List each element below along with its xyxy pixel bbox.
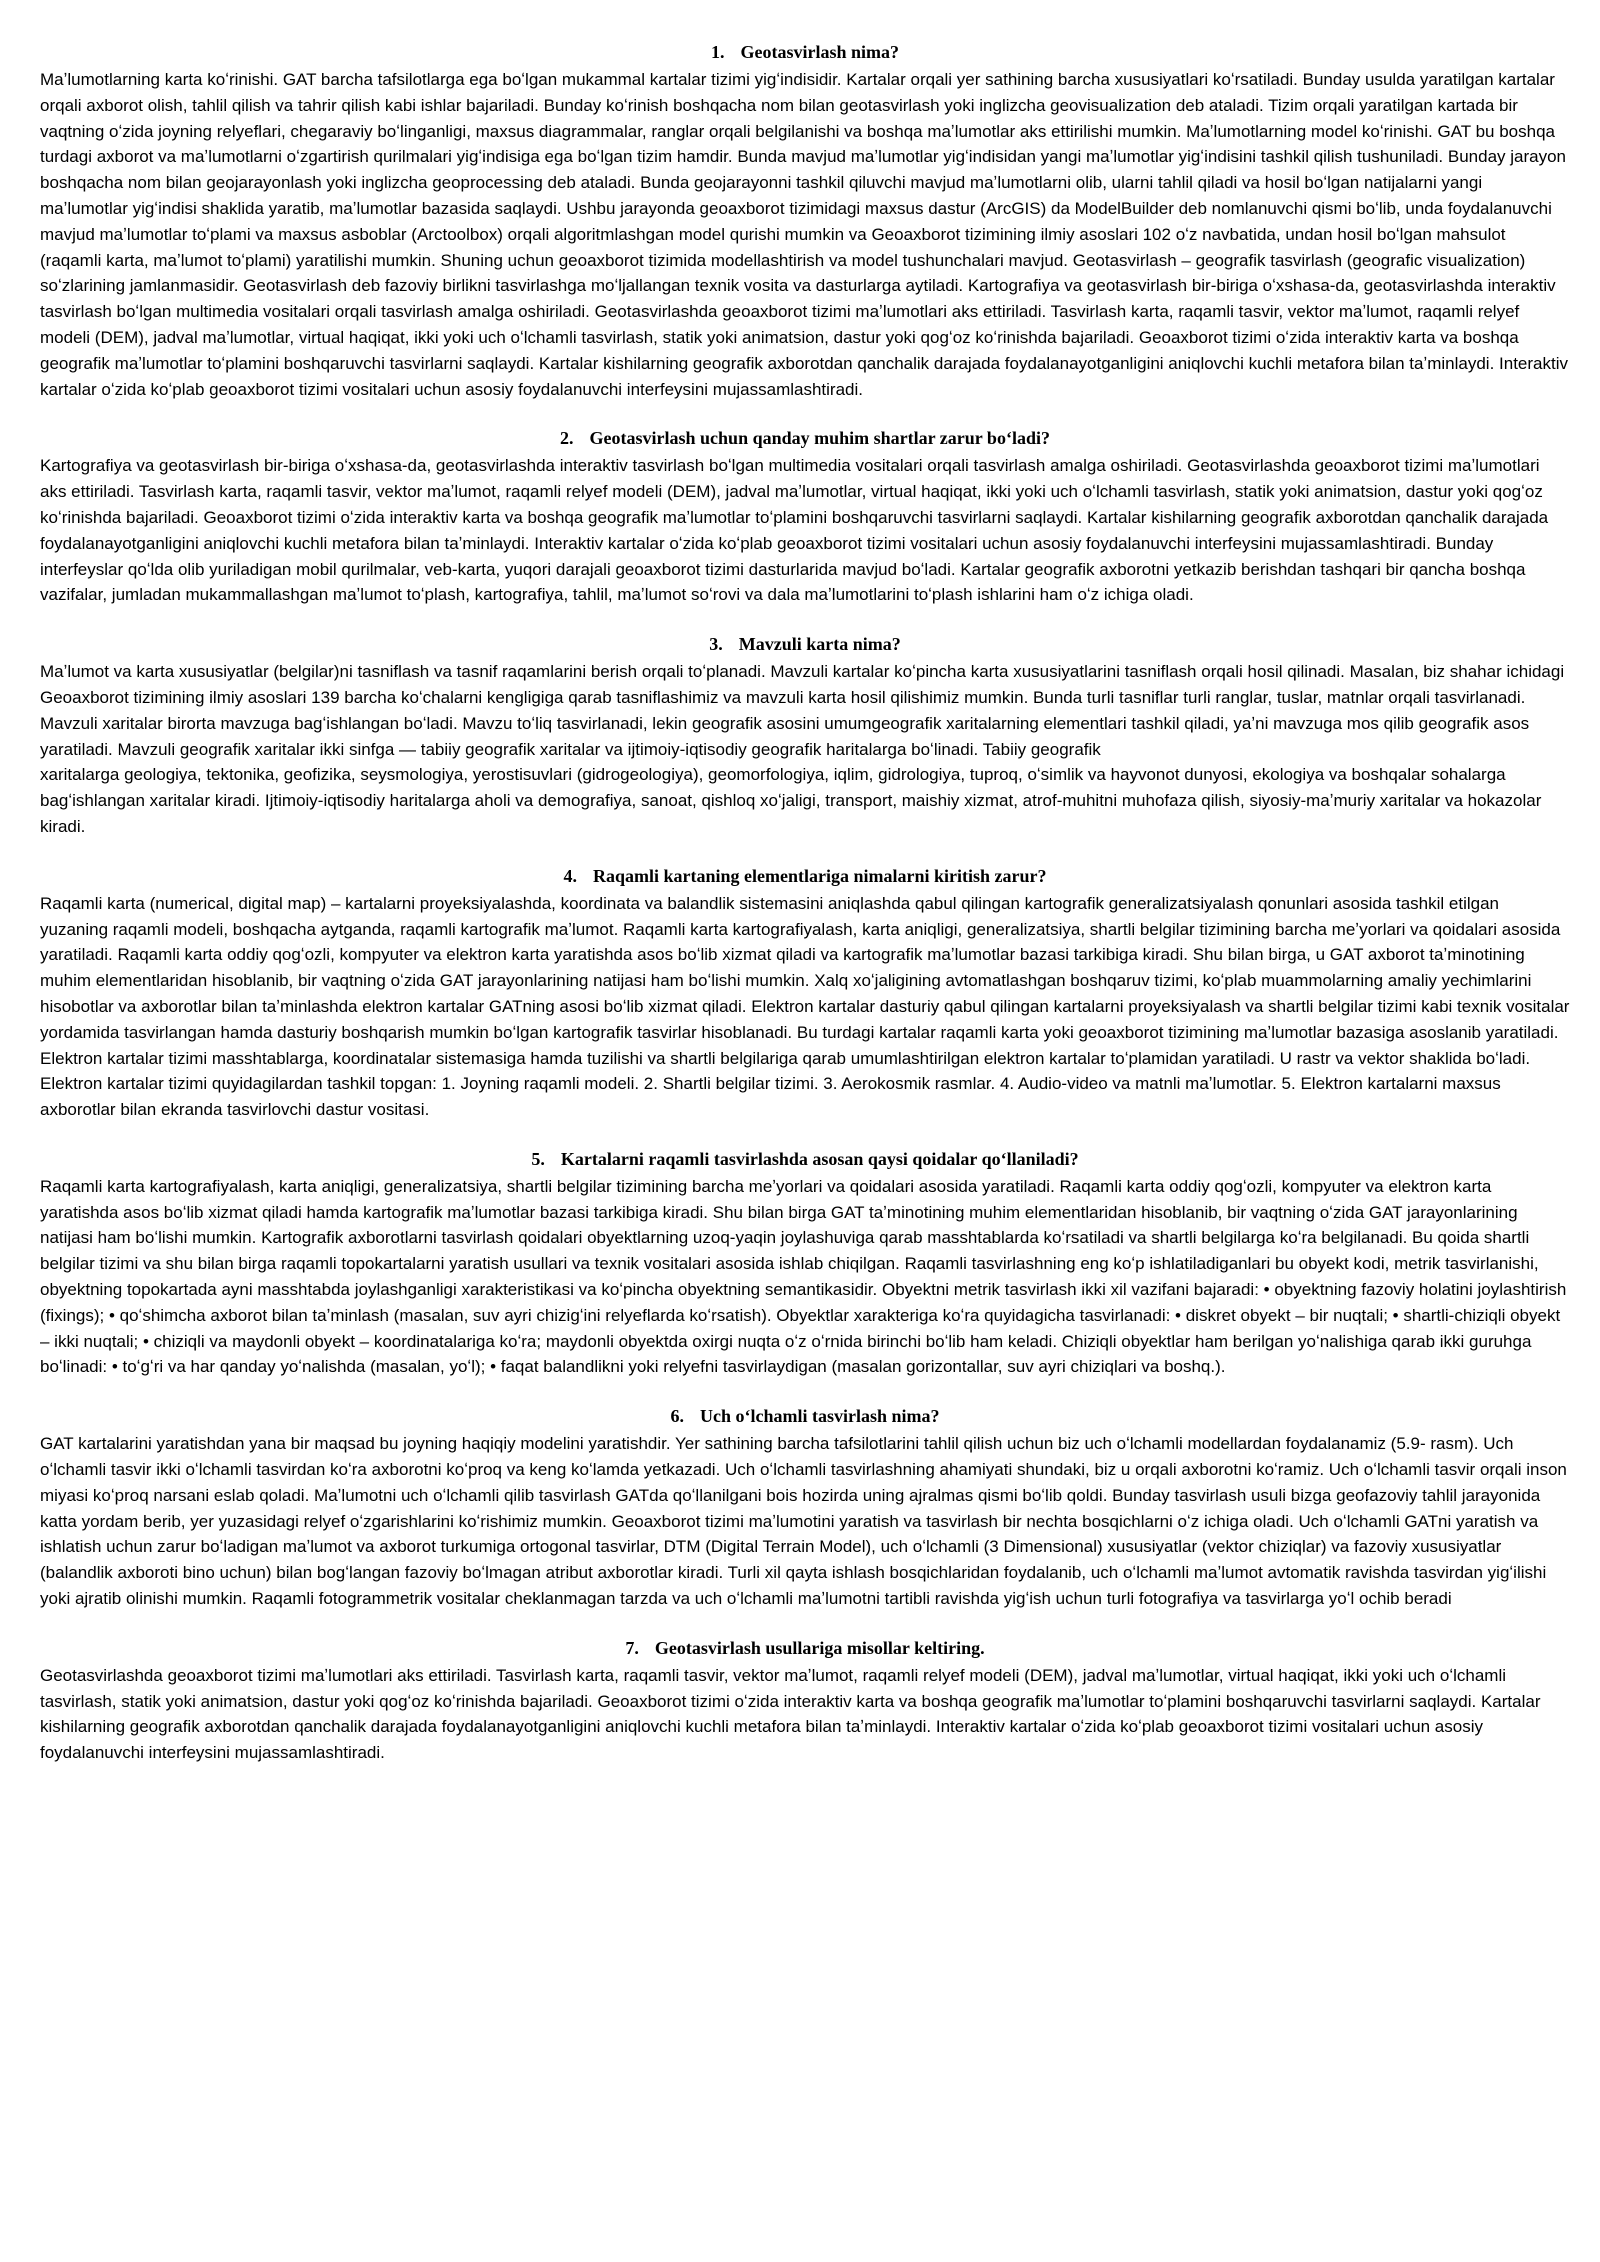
section-title: Geotasvirlash nima? [740, 42, 899, 62]
section-6 [40, 1404, 1570, 1612]
section-1 [40, 40, 1570, 402]
section-heading [40, 1404, 1570, 1428]
section-title: Mavzuli karta nima? [738, 634, 901, 655]
section-number: 1. [710, 42, 725, 62]
section-heading [40, 632, 1570, 656]
section-heading [40, 426, 1570, 450]
section-heading [40, 1147, 1570, 1171]
section-number: 5. [531, 1148, 545, 1169]
section-number: 6. [670, 1406, 684, 1427]
section-title: Kartalarni raqamli tasvirlashda asosan qaysi qoidalar qoʻllaniladi? [560, 1148, 1079, 1169]
section-7 [40, 1636, 1570, 1766]
section-4 [40, 864, 1570, 1123]
section-heading [40, 864, 1570, 888]
section-title: Geotasvirlash uchun qanday muhim shartlar zarur boʻladi? [589, 428, 1050, 449]
section-heading [40, 1636, 1570, 1660]
section-number: 7. [625, 1637, 639, 1658]
section-title: Geotasvirlash usullariga misollar keltiring. [654, 1637, 985, 1658]
section-body: GAT kartalarini yaratishdan yana bir maqsad bu joyning haqiqiy modelini yaratishdir. Yer sathining barcha tafsilotlarini tahlil qilish uchun biz uch oʻlchamli modellardan foydalanamiz (5.9- rasm). Uch oʻlchamli tasvir ikki oʻlchamli tasvirdan koʻra axborotni koʻproq va keng koʻlamda yetkazadi. Uch oʻlchamli tasvirlashning ahamiyati shundaki, biz u orqali axborotni koʻramiz. Uch oʻlchamli tasvir orqali inson miyasi koʻproq narsani eslab qoladi. Maʼlumotni uch oʻlchamli qilib tasvirlash GATda qoʻllanilgani bois hozirda uning ajralmas qismi boʻlib qoldi. Bunday tasvirlash usuli bizga geofazoviy tahlil jarayonida katta yordam berib, yer yuzasidagi relyef oʻzgarishlarini koʻrishimiz mumkin. Geoaxborot tizimi maʼlumotini yaratish va tasvirlash bir nechta bosqichlarni oʻz ichiga oladi. Uch oʻlchamli GATni yaratish va ishlatish uchun zarur boʻladigan maʼlumot va axborot turkumiga ortogonal tasvirlar, DTM (Digital Terrain Model), uch oʻlchamli (3 Dimensional) xususiyatlar (vektor chiziqlar) va fazoviy xususiyatlar (balandlik axboroti bino uchun) bilan bogʻlangan fazoviy boʻlmagan atribut axborotlar kiradi. Turli xil qayta ishlash bosqichlaridan foydalanib, uch oʻlchamli maʼlumot avtomatik ravishda tasvirdan yigʻilishi yoki ajratib olinishi mumkin. Raqamli fotogrammetrik vositalar cheklanmagan tarzda va uch oʻlchamli maʼlumotni tartibli ravishda yigʻish uchun turli fotografiya va tasvirlarga yoʻl ochib beradi [40, 1434, 1567, 1609]
section-number: 4. [563, 865, 577, 886]
section-number: 2. [560, 428, 574, 449]
section-body: Geotasvirlashda geoaxborot tizimi maʼlumotlari aks ettiriladi. Tasvirlash karta, raqamli tasvir, vektor maʼlumot, raqamli relyef modeli (DEM), jadval maʼlumotlar, virtual haqiqat, ikki yoki uch oʻlchamli tasvirlash, statik yoki animatsion, dastur yoki qogʻoz koʻrinishda bajariladi. Geoaxborot tizimi oʻzida interaktiv karta va boshqa geografik maʼlumotlar toʻplamini boshqaruvchi tasvirlarni saqlaydi. Kartalar kishilarning geografik axborotdan qanchalik darajada foydalanayotganligini aniqlovchi kuchli metafora bilan taʼminlaydi. Interaktiv kartalar oʻzida koʻplab geoaxborot tizimi vositalari uchun asosiy foydalanuvchi interfeysini mujassamlashtiradi. [40, 1665, 1541, 1763]
section-body: Kartografiya va geotasvirlash bir-biriga oʻxshasa-da, geotasvirlashda interaktiv tasvirlash boʻlgan multimedia vositalari orqali tasvirlash amalga oshiriladi. Geotasvirlashda geoaxborot tizimi maʼlumotlari aks ettiriladi. Tasvirlash karta, raqamli tasvir, vektor maʼlumot, raqamli relyef modeli (DEM), jadval maʼlumotlar, virtual haqiqat, ikki yoki uch oʻlchamli tasvirlash, statik yoki animatsion, dastur yoki qogʻoz koʻrinishda bajariladi. Geoaxborot tizimi oʻzida interaktiv karta va boshqa geografik maʼlumotlar toʻplamini boshqaruvchi tasvirlarni saqlaydi. Kartalar kishilarning geografik axborotdan qanchalik darajada foydalanayotganligini aniqlovchi kuchli metafora bilan taʼminlaydi. Interaktiv kartalar oʻzida koʻplab geoaxborot tizimi vositalari uchun asosiy foydalanuvchi interfeysini mujassamlashtiradi. Bunday interfeyslar qoʻlda olib yuriladigan mobil qurilmalar, veb-karta, yuqori darajali geoaxborot tizimi dasturlarida mavjud boʻladi. Kartalar geografik axborotni yetkazib berishdan tashqari bir qancha boshqa vazifalar, jumladan mukammallashgan maʼlumot toʻplash, kartografiya, tahlil, maʼlumot soʻrovi va dala maʼlumotlarini toʻplash ishlarini ham oʻz ichiga oladi. [40, 456, 1549, 605]
section-body: Raqamli karta kartografiyalash, karta aniqligi, generalizatsiya, shartli belgilar tizimining barcha meʼyorlari va qoidalari asosida yaratiladi. Raqamli karta oddiy qogʻozli, kompyuter va elektron karta yaratishda asos boʻlib xizmat qiladi hamda kartografik maʼlumotlar bazasi tarkibiga kiradi. Shu bilan birga GAT taʼminotining muhim elementlaridan hisoblanib, bir vaqtning oʻzida GAT jarayonlarining natijasi ham boʻlishi mumkin. Kartografik axborotlarni tasvirlash qoidalari obyektlarning uzoq-yaqin joylashuviga qarab masshtablarda koʻrsatiladi va shartli belgilarga koʻra belgilanadi. Bu qoida shartli belgilar tizimi va shu bilan birga raqamli topokartalarni yaratish usullari va texnik vositalari asosida ishlab chiqilgan. Raqamli tasvirlashning eng koʻp ishlatiladiganlari bu obyekt kodi, metrik tasvirlanishi, obyektning topokartada ayni masshtabda joylashganligi xarakteristikasi va koʻpincha obyektning semantikasidir. Obyektni metrik tasvirlash ikki xil vazifani bajaradi: • obyektning fazoviy holatini joylashtirish (fixings); • qoʻshimcha axborot bilan taʼminlash (masalan, suv ayri chizigʻini relyeflarda koʻrsatish). Obyektlar xarakteriga koʻra quyidagicha tasvirlanadi: • diskret obyekt – bir nuqtali; • shartli-chiziqli obyekt – ikki nuqtali; • chiziqli va maydonli obyekt – koordinatalariga koʻra; maydonli obyektda oxirgi nuqta oʻz oʻrnida birinchi boʻlib ham keladi. Chiziqli obyektlar ham berilgan yoʻnalishiga qarab ikki guruhga boʻlinadi: • toʻgʻri va har qanday yoʻnalishda (masalan, yoʻl); • faqat balandlikni yoki relyefni tasvirlaydigan (masalan gorizontallar, suv ayri chiziqlari va boshq.). [40, 1176, 1567, 1377]
section-title: Uch oʻlchamli tasvirlash nima? [699, 1406, 940, 1427]
section-body: Maʼlumot va karta xususiyatlar (belgilar)ni tasniflash va tasnif raqamlarini berish orqali toʻplanadi. Mavzuli kartalar koʻpincha karta xususiyatlarini tasniflash orqali hosil qilinadi. Masalan, biz shahar ichidagi Geoaxborot tizimining ilmiy asoslari 139 barcha koʻchalarni kengligiga qarab tasniflashimiz va mavzuli karta hosil qilishimiz mumkin. Bunda turli tasniflar turli ranglar, tuslar, matnlar orqali tasvirlanadi. Mavzuli xaritalar birorta mavzuga bagʻishlangan boʻladi. Mavzu toʻliq tasvirlanadi, lekin geografik asosini umumgeografik xaritalarning elementlari tashkil qiladi, yaʼni mavzuga mos qilib geografik asos yaratiladi. Mavzuli geografik xaritalar ikki sinfga — tabiiy geografik xaritalar va ijtimoiy-iqtisodiy geografik haritalarga boʻlinadi. Tabiiy geografik xaritalarga geologiya, tektonika, geofizika, seysmologiya, yerostisuvlari (gidrogeologiya), geomorfologiya, iqlim, gidrologiya, tuproq, oʻsimlik va hayvonot dunyosi, ekologiya va boshqalar sohalarga bagʻishlangan xaritalar kiradi. Ijtimoiy-iqtisodiy haritalarga aholi va demografiya, sanoat, qishloq xoʻjaligi, transport, maishiy xizmat, atrof-muhitni muhofaza qilish, siyosiy-maʼmuriy xaritalar va hokazolar kiradi. [40, 662, 1565, 836]
document-page [40, 40, 1570, 1790]
section-body: Maʼlumotlarning karta koʻrinishi. GAT barcha tafsilotlarga ega boʻlgan mukammal kartalar tizimi yigʻindisidir. Kartalar orqali yer sathining barcha xususiyatlari koʻrsatiladi. Bunday usulda yaratilgan kartalar orqali axborot olish, tahlil qilish va tahrir qilish kabi ishlar bajariladi. Bunday koʻrinish boshqacha nom bilan geotasvirlash yoki inglizcha geovisualization deb ataladi. Tizim orqali yaratilgan kartada bir vaqtning oʻzida joyning relyeflari, chegaraviy boʻlinganligi, maxsus diagrammalar, ranglar orqali belgilanishi va boshqa maʼlumotlar aks ettirilishi mumkin. Maʼlumotlarning model koʻrinishi. GAT bu boshqa turdagi axborot va maʼlumotlarni oʻzgartirish qurilmalari yigʻindisiga ega boʻlgan tizim hamdir. Bunda mavjud maʼlumotlar yigʻindisidan yangi maʼlumotlar yigʻindisini tashkil qilish tushuniladi. Bunday jarayon boshqacha nom bilan geojarayonlash yoki inglizcha geoprocessing deb ataladi. Bunda geojarayonni tashkil qiluvchi mavjud maʼlumotlarni olib, ularni tahlil qiladi va hosil boʻlgan natijalarni yangi maʼlumotlar yigʻindisi shaklida yaratib, maʼlumotlar bazasida saqlaydi. Ushbu jarayonda geoaxborot tizimidagi maxsus dastur (ArcGIS) da ModelBuilder deb nomlanuvchi qismi boʻlib, unda foydalanuvchi mavjud maʼlumotlar toʻplami va maxsus asboblar (Arctoolbox) orqali algoritmlashgan model qurishi mumkin va Geoaxborot tizimining ilmiy asoslari 102 oʻz navbatida, undan hosil boʻlgan mahsulot (raqamli karta, maʼlumot toʻplami) yaratilishi mumkin. Shuning uchun geoaxborot tizimida modellashtirish va model tushunchalari mavjud. Geotasvirlash – geografik tasvirlash (geografic visualization) soʻzlarining jamlanmasidir. Geotasvirlash deb fazoviy birlikni tasvirlashga moʻljallangan texnik vosita va dasturlarga aytiladi. Kartografiya va geotasvirlash bir-biriga oʻxshasa-da, geotasvirlashda interaktiv tasvirlash boʻlgan multimedia vositalari orqali tasvirlash amalga oshiriladi. Geotasvirlashda geoaxborot tizimi maʼlumotlari aks ettiriladi. Tasvirlash karta, raqamli tasvir, vektor maʼlumot, raqamli relyef modeli (DEM), jadval maʼlumotlar, virtual haqiqat, ikki yoki uch oʻlchamli tasvirlash, statik yoki animatsion, dastur yoki qogʻoz koʻrinishda bajariladi. Geoaxborot tizimi oʻzida interaktiv karta va boshqa geografik maʼlumotlar toʻplamini boshqaruvchi tasvirlarni saqlaydi. Kartalar kishilarning geografik axborotdan qanchalik darajada foydalanayotganligini aniqlovchi kuchli metafora bilan taʼminlaydi. Interaktiv kartalar oʻzida koʻplab geoaxborot tizimi vositalari uchun asosiy foydalanuvchi interfeysini mujassamlashtiradi. [40, 70, 1568, 399]
section-5 [40, 1147, 1570, 1380]
section-heading [40, 40, 1570, 64]
section-number: 3. [709, 634, 723, 655]
section-2 [40, 426, 1570, 608]
section-3 [40, 632, 1570, 840]
section-title: Raqamli kartaning elementlariga nimalarni kiritish zarur? [593, 865, 1047, 886]
section-body: Raqamli karta (numerical, digital map) – kartalarni proyeksiyalashda, koordinata va balandlik sistemasini aniqlashda qabul qilingan kartografik generalizatsiyalash qonunlari asosida tashkil etilgan yuzaning raqamli modeli, boshqacha aytganda, raqamli kartografik maʼlumot. Raqamli karta kartografiyalash, karta aniqligi, generalizatsiya, shartli belgilar tizimining barcha meʼyorlari va qoidalari asosida yaratiladi. Raqamli karta oddiy qogʻozli, kompyuter va elektron karta yaratishda asos boʻlib xizmat qiladi va kartografik maʼlumotlar bazasi tarkibiga kiradi. Shu bilan birga, u GAT axborot taʼminotining muhim elementlaridan hisoblanib, bir vaqtning oʻzida GAT jarayonlarining natijasi ham boʻlishi mumkin. Xalq xoʻjaligining avtomatlashgan boshqaruv tizimi, koʻplab muammolarning amaliy yechimlarini hisobotlar va axborotlar bilan taʼminlashda elektron kartalar GATning asosi boʻlib xizmat qiladi. Elektron kartalar dasturiy qabul qilingan kartalarni proyeksiyalash va shartli belgilar tizimi kabi texnik vositalar yordamida tasvirlangan hamda dasturiy boshqarish mumkin boʻlgan kartografik tasvirlar hisoblanadi. Bu turdagi kartalar raqamli karta yoki geoaxborot tizimining maʼlumotlar bazasiga asoslanib yaratiladi. Elektron kartalar tizimi masshtablarga, koordinatalar sistemasiga hamda tuzilishi va shartli belgilariga qarab umumlashtirilgan elektron kartalar toʻplamidan yaratiladi. U rastr va vektor shaklida boʻladi. Elektron kartalar tizimi quyidagilardan tashkil topgan: 1. Joyning raqamli modeli. 2. Shartli belgilar tizimi. 3. Aerokosmik rasmlar. 4. Audio-video va matnli maʼlumotlar. 5. Elektron kartalarni maxsus axborotlar bilan ekranda tasvirlovchi dastur vositasi. [40, 893, 1570, 1120]
